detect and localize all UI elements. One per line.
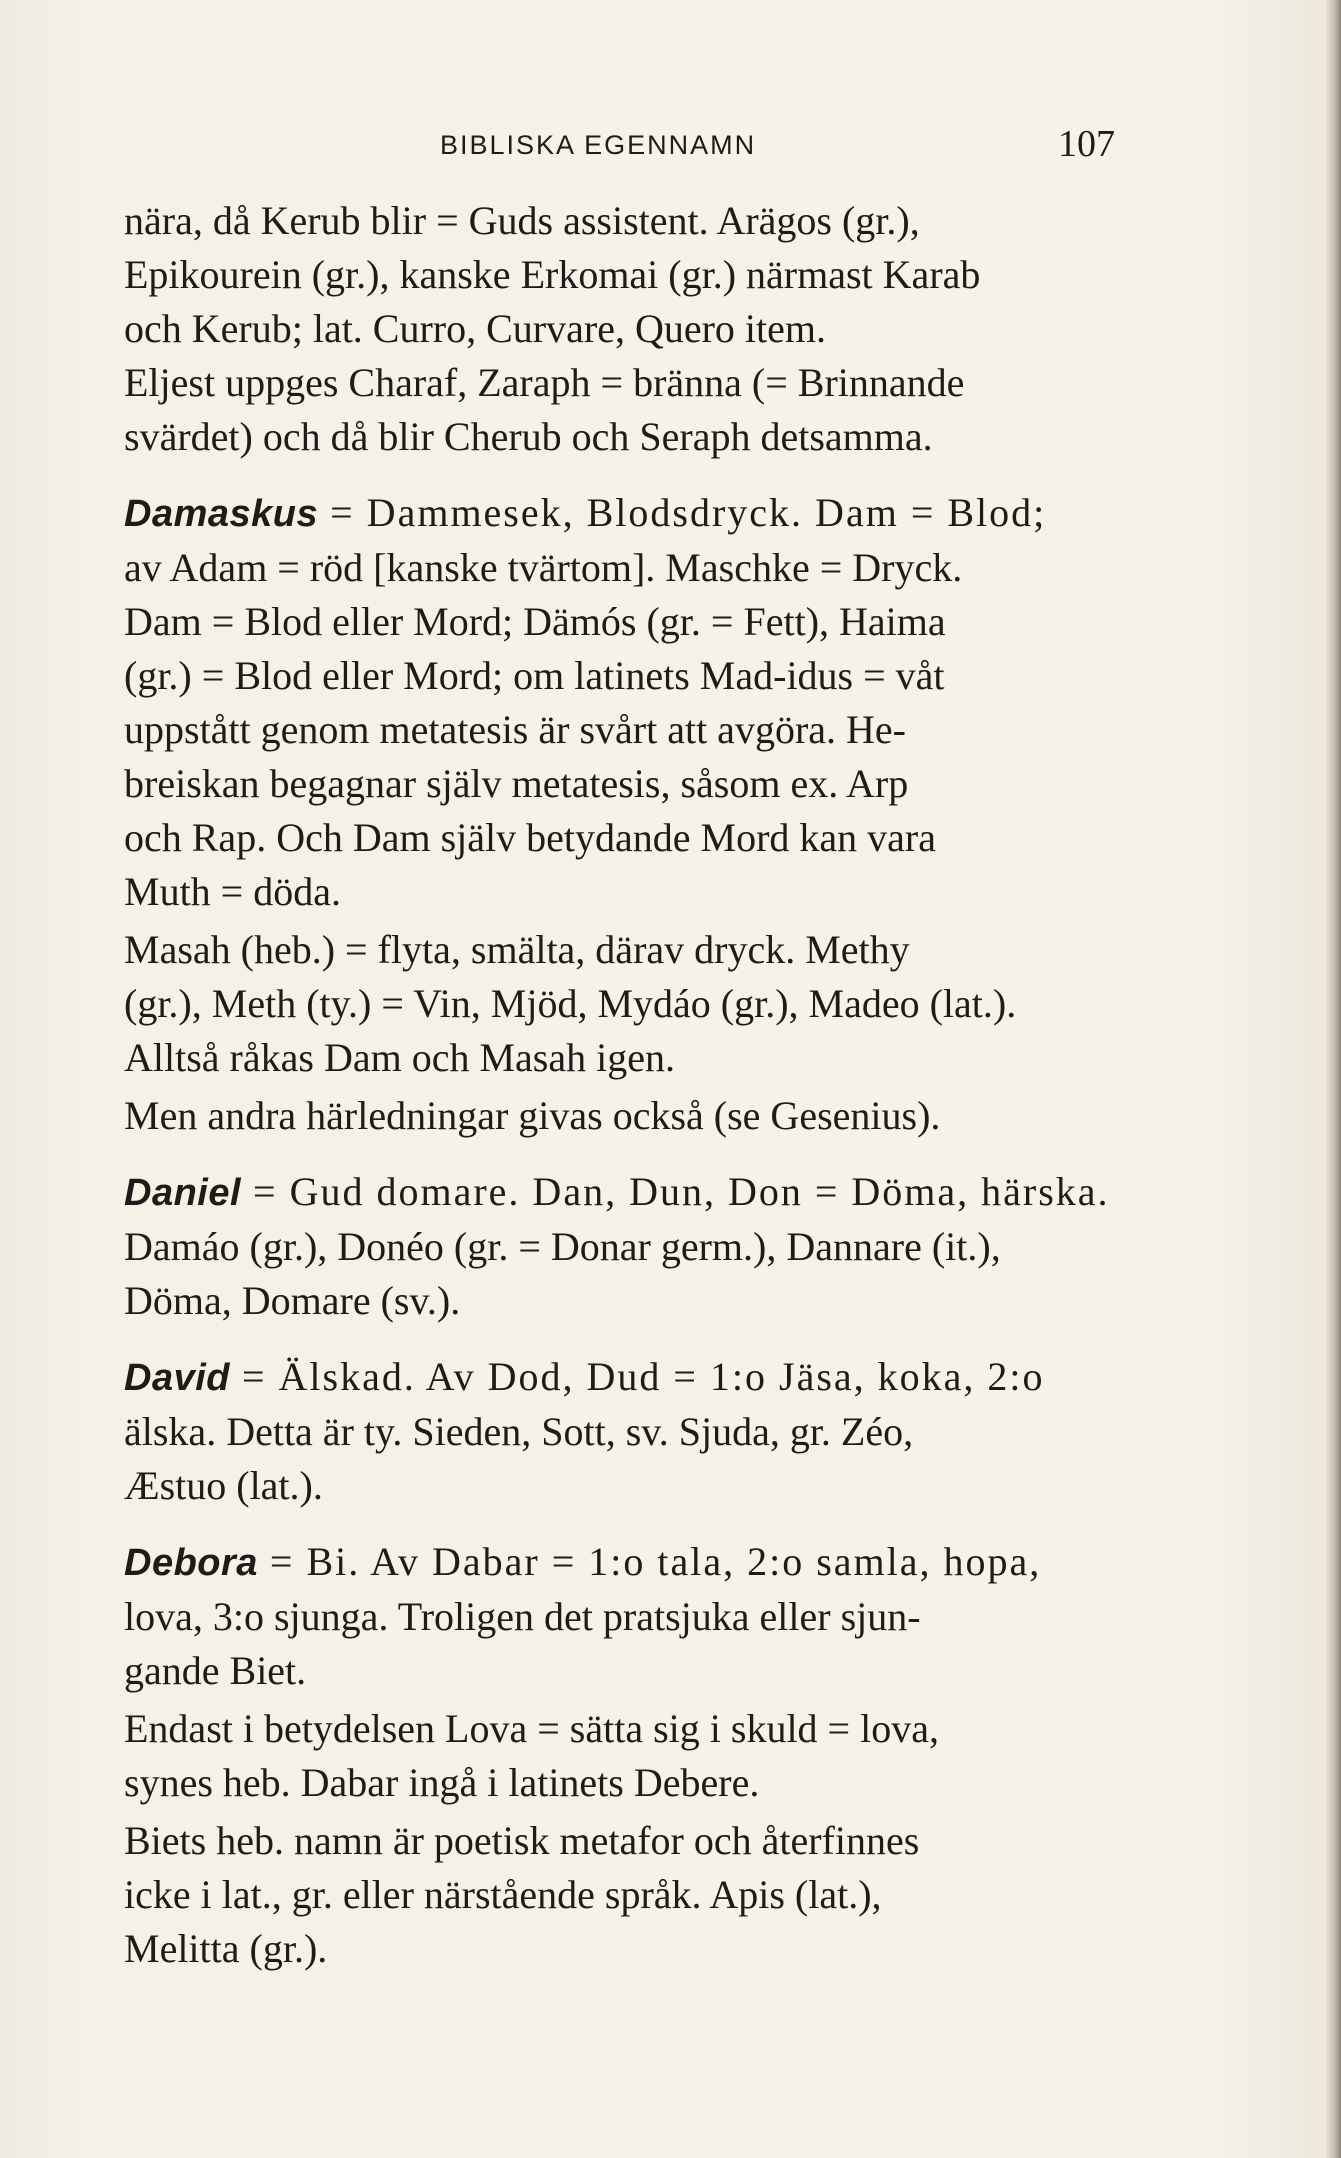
entry-daniel bbox=[124, 1165, 1144, 1328]
entry-headword: Damaskus bbox=[124, 493, 319, 535]
text-line: breiskan begagnar själv metatesis, såsom ex. Arp bbox=[124, 761, 909, 806]
text-line: och Rap. Och Dam själv betydande Mord kan vara bbox=[124, 815, 936, 860]
text-line: Æstuo (lat.). bbox=[124, 1463, 323, 1508]
text-line: Muth = döda. bbox=[124, 869, 341, 914]
text-line: Döma, Domare (sv.). bbox=[124, 1278, 461, 1323]
text-line: Epikourein (gr.), kanske Erkomai (gr.) närmast Karab bbox=[124, 252, 981, 297]
page-number: 107 bbox=[1058, 123, 1115, 165]
entry-david bbox=[124, 1350, 1144, 1513]
page-header bbox=[0, 118, 1341, 178]
text-line: Men andra härledningar givas också (se Gesenius). bbox=[124, 1093, 941, 1138]
page-edge-shadow bbox=[1325, 0, 1341, 2158]
entry-definition: = Bi. Av Dabar = 1:o tala, 2:o samla, hopa, bbox=[257, 1539, 1042, 1584]
entry-headword: Debora bbox=[124, 1542, 258, 1584]
text-line: älska. Detta är ty. Sieden, Sott, sv. Sjuda, gr. Zéo, bbox=[124, 1409, 914, 1454]
text-line: uppstått genom metatesis är svårt att avgöra. He- bbox=[124, 707, 906, 752]
entry-first-line bbox=[124, 486, 1144, 541]
text-line: nära, då Kerub blir = Guds assistent. Arägos (gr.), bbox=[124, 198, 920, 243]
text-line: (gr.), Meth (ty.) = Vin, Mjöd, Mydáo (gr.), Madeo (lat.). bbox=[124, 981, 1017, 1026]
text-line: synes heb. Dabar ingå i latinets Debere. bbox=[124, 1760, 760, 1805]
text-line: Biets heb. namn är poetisk metafor och återfinnes bbox=[124, 1818, 920, 1863]
text-line: lova, 3:o sjunga. Troligen det pratsjuka eller sjun- bbox=[124, 1594, 921, 1639]
text-line: Alltså råkas Dam och Masah igen. bbox=[124, 1035, 675, 1080]
entry-debora bbox=[124, 1535, 1144, 1976]
body-text bbox=[124, 194, 1144, 1998]
entry-first-line bbox=[124, 1165, 1144, 1220]
text-line: Dam = Blod eller Mord; Dämós (gr. = Fett), Haima bbox=[124, 599, 946, 644]
text-line: Eljest uppges Charaf, Zaraph = bränna (= Brinnande bbox=[124, 360, 965, 405]
text-line: gande Biet. bbox=[124, 1648, 307, 1693]
text-line: icke i lat., gr. eller närstående språk. Apis (lat.), bbox=[124, 1872, 882, 1917]
text-line: svärdet) och då blir Cherub och Seraph detsamma. bbox=[124, 414, 933, 459]
text-line: (gr.) = Blod eller Mord; om latinets Mad-idus = våt bbox=[124, 653, 945, 698]
entry-continuation bbox=[124, 194, 1144, 464]
running-head: BIBLISKA EGENNAMN bbox=[440, 130, 757, 160]
entry-definition: = Älskad. Av Dod, Dud = 1:o Jäsa, koka, 2:o bbox=[229, 1354, 1045, 1399]
text-line: Damáo (gr.), Donéo (gr. = Donar germ.), Dannare (it.), bbox=[124, 1224, 1001, 1269]
text-line: Masah (heb.) = flyta, smälta, därav dryck. Methy bbox=[124, 927, 910, 972]
text-line: och Kerub; lat. Curro, Curvare, Quero item. bbox=[124, 306, 827, 351]
entry-definition: = Dammesek, Blodsdryck. Dam = Blod; bbox=[318, 490, 1047, 535]
text-line: Endast i betydelsen Lova = sätta sig i skuld = lova, bbox=[124, 1706, 939, 1751]
entry-damaskus bbox=[124, 486, 1144, 1143]
entry-headword: David bbox=[124, 1357, 230, 1399]
entry-headword: Daniel bbox=[124, 1172, 242, 1214]
entry-first-line bbox=[124, 1535, 1144, 1590]
entry-definition: = Gud domare. Dan, Dun, Don = Döma, härska. bbox=[241, 1169, 1110, 1214]
text-line: Melitta (gr.). bbox=[124, 1926, 328, 1971]
text-line: av Adam = röd [kanske tvärtom]. Maschke = Dryck. bbox=[124, 545, 963, 590]
entry-first-line bbox=[124, 1350, 1144, 1405]
